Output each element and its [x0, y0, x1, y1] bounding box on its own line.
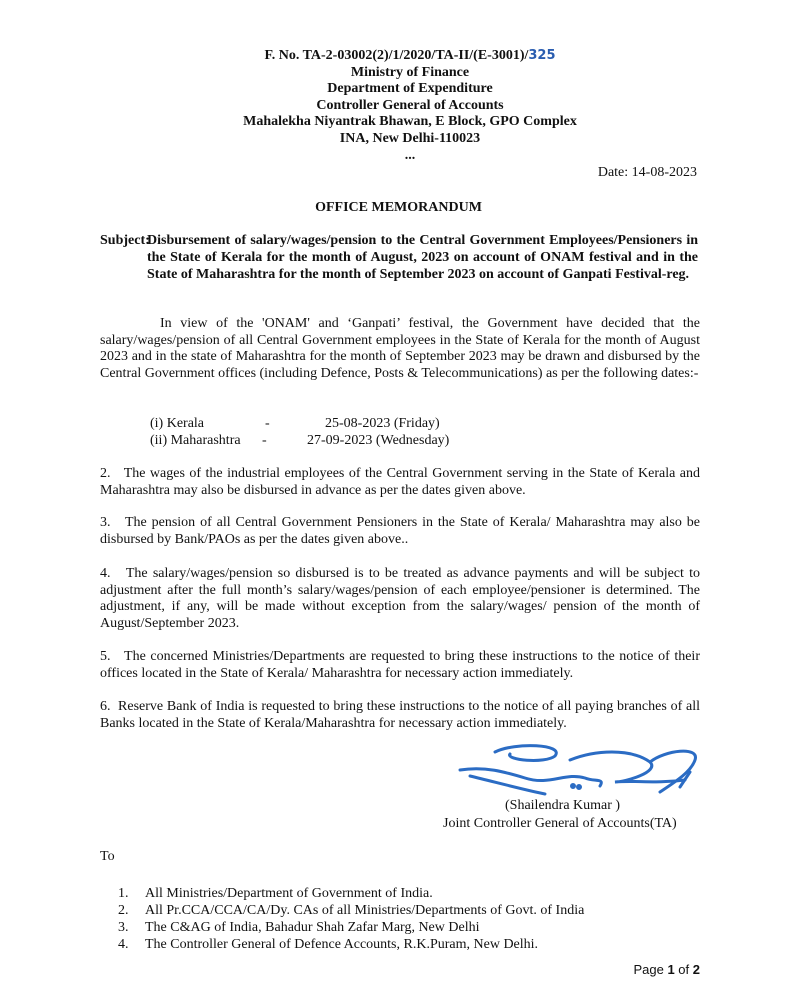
date-row-maharashtra: (ii) Maharashtra - 27-09-2023 (Wednesday) [150, 433, 450, 448]
subject-text: Disbursement of salary/wages/pension to the Central Government Employees/Pensioners in the State of Kerala for the month of August, 2023 on account of ONAM festival and in the State of Maharashtra for the month of September 2023 on account of Ganpati Festival-reg. [147, 233, 698, 282]
addressee-list [118, 885, 584, 953]
paragraph-1: In view of the 'ONAM' and ‘Ganpati’ festival, the Government have decided that the salary/wages/pension of all Central Government employees in the State of Kerala for the month of August 2023 and in the state of Maharashtra for the month of September 2023 may be drawn and disbursed by the Central Government offices (including Defence, Posts & Telecommunications) as per the following dates:- [100, 316, 700, 382]
signatory-designation: Joint Controller General of Accounts(TA) [443, 816, 677, 831]
signature [455, 742, 705, 800]
addressee-item: 4. The Controller General of Defence Accounts, R.K.Puram, New Delhi. [118, 937, 539, 952]
addressee-item: 2. All Pr.CCA/CCA/CA/Dy. CAs of all Ministries/Departments of Govt. of India [118, 903, 585, 918]
page-number: Page 1 of 2 [633, 962, 700, 977]
handwritten-number: 325 [528, 48, 556, 63]
ministry: Ministry of Finance [350, 64, 470, 80]
paragraph-3: 3. The pension of all Central Government Pensioners in the State of Kerala/ Maharashtra may also be disbursed by Bank/PAOs as per the dates given above.. [100, 515, 704, 547]
ellipsis: ... [404, 147, 416, 163]
to-label: To [100, 849, 115, 864]
memo-date: Date: 14-08-2023 [597, 165, 697, 180]
paragraph-4: 4. The salary/wages/pension so disbursed is to be treated as advance payments and will be subject to adjustment after the full month’s salary/wages/pension of each employee/pensioner is determined. The adjustment, if any, will be made without exception from the salary/wages/ pension of the month of August/September 2023. [100, 566, 704, 632]
addressee-item: 3. The C&AG of India, Bahadur Shah Zafar Marg, New Delhi [118, 920, 480, 935]
paragraph-6: 6. Reserve Bank of India is requested to bring these instructions to the notice of all paying branches of all Banks located in the State of Kerala/Maharashtra for necessary action immediately. [100, 699, 704, 731]
addressee-item: 1. All Ministries/Department of Government of India. [118, 886, 433, 901]
paragraph-5: 5. The concerned Ministries/Departments are requested to bring these instructions to the notice of their offices located in the State of Kerala/ Maharashtra for necessary action immediately. [100, 649, 704, 681]
memo-title: OFFICE MEMORANDUM [315, 200, 482, 215]
subject-label: Subject: [100, 233, 150, 248]
subject [100, 232, 698, 283]
paragraph-2: 2. The wages of the industrial employees of the Central Government serving in the State of Kerala and Maharashtra may also be disbursed in advance as per the dates given above. [100, 466, 704, 498]
signatory-name: (Shailendra Kumar ) [505, 798, 621, 813]
file-number: F. No. TA-2-03002(2)/1/2020/TA-II/(E-3001)/325 [264, 48, 556, 63]
address-line: Mahalekha Niyantrak Bhawan, E Block, GPO Complex [243, 114, 577, 130]
address-city: INA, New Delhi-110023 [339, 130, 481, 146]
department: Department of Expenditure [327, 81, 493, 97]
office: Controller General of Accounts [316, 97, 504, 113]
dates-list [150, 415, 550, 449]
letterhead [0, 48, 800, 164]
date-row-kerala: (i) Kerala - 25-08-2023 (Friday) [150, 416, 440, 431]
